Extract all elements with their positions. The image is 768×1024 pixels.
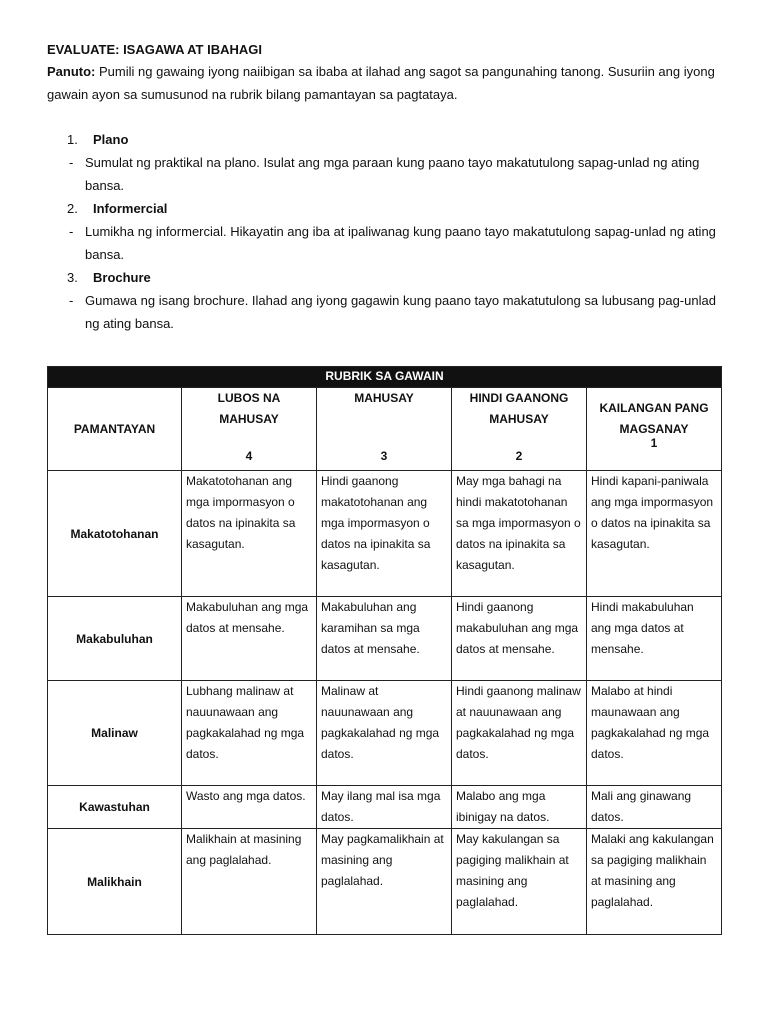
- rubric-cell: Malaki ang kakulangan sa pagiging malikhain at masining ang paglalahad.: [587, 829, 722, 935]
- instructions: [47, 60, 719, 106]
- rubric-cell: May mga bahagi na hindi makatotohanan sa mga impormasyon o datos na ipinakita sa kasagutan.: [452, 471, 587, 597]
- page-heading: EVALUATE: ISAGAWA AT IBAHAGI: [47, 42, 262, 57]
- task-number: 3.: [67, 270, 78, 285]
- task-item: [47, 197, 719, 266]
- level-label: LUBOS NA MAHUSAY: [217, 391, 281, 426]
- rubric-cell: Malabo ang mga ibinigay na datos.: [452, 786, 587, 829]
- rubric-cell: Hindi makabuluhan ang mga datos at mensahe.: [587, 597, 722, 681]
- rubric-cell: May pagkamalikhain at masining ang paglalahad.: [317, 829, 452, 935]
- rubric-cell: Hindi gaanong makabuluhan ang mga datos at mensahe.: [452, 597, 587, 681]
- rubric-cell: May ilang mal isa mga datos.: [317, 786, 452, 829]
- rubric-cell: Wasto ang mga datos.: [182, 786, 317, 829]
- level-label: MAHUSAY: [354, 391, 414, 405]
- task-description: Sumulat ng praktikal na plano. Isulat ang mga paraan kung paano tayo makatutulong sapag-unlad ng ating bansa.: [85, 155, 700, 193]
- task-list: [47, 128, 719, 335]
- rubric-cell: Lubhang malinaw at nauunawaan ang pagkakalahad ng mga datos.: [182, 681, 317, 786]
- criterion-name: Malinaw: [48, 681, 182, 786]
- rubric-cell: Makabuluhan ang karamihan sa mga datos at mensahe.: [317, 597, 452, 681]
- criterion-name: Malikhain: [48, 829, 182, 935]
- criterion-name: Makabuluhan: [48, 597, 182, 681]
- task-title: Brochure: [93, 270, 151, 285]
- task-description: Lumikha ng informercial. Hikayatin ang iba at ipaliwanag kung paano tayo makatutulong sapag-unlad ng ating bansa.: [85, 224, 716, 262]
- rubric-cell: Hindi kapani-paniwala ang mga impormasyon o datos na ipinakita sa kasagutan.: [587, 471, 722, 597]
- level-label: KAILANGAN PANG MAGSANAY: [599, 401, 709, 436]
- rubric-row: [48, 786, 722, 829]
- level-header: [182, 388, 317, 471]
- task-title: Informercial: [93, 201, 168, 216]
- task-number: 1.: [67, 132, 78, 147]
- task-dash: -: [69, 155, 74, 170]
- rubric-cell: Hindi gaanong malinaw at nauunawaan ang pagkakalahad ng mga datos.: [452, 681, 587, 786]
- level-header: [452, 388, 587, 471]
- rubric-cell: Malikhain at masining ang paglalahad.: [182, 829, 317, 935]
- rubric-cell: Hindi gaanong makatotohanan ang mga impormasyon o datos na ipinakita sa kasagutan.: [317, 471, 452, 597]
- criteria-header: PAMANTAYAN: [48, 388, 182, 471]
- task-item: [47, 266, 719, 335]
- level-score: 3: [380, 449, 388, 463]
- rubric-cell: Mali ang ginawang datos.: [587, 786, 722, 829]
- level-score: 4: [245, 449, 253, 463]
- rubric-cell: Malinaw at nauunawaan ang pagkakalahad ng mga datos.: [317, 681, 452, 786]
- instructions-text: Pumili ng gawaing iyong naiibigan sa ibaba at ilahad ang sagot sa pangunahing tanong. Susuriin ang iyong gawain ayon sa sumusunod na rubrik bilang pamantayan sa pagtataya.: [47, 64, 715, 102]
- criterion-name: Makatotohanan: [48, 471, 182, 597]
- level-header: [587, 388, 722, 471]
- task-dash: -: [69, 224, 74, 239]
- rubric-row: [48, 681, 722, 786]
- task-dash: -: [69, 293, 74, 308]
- criterion-name: Kawastuhan: [48, 786, 182, 829]
- instructions-label: Panuto:: [47, 64, 96, 79]
- level-score: 1: [650, 436, 658, 450]
- rubric-cell: Makabuluhan ang mga datos at mensahe.: [182, 597, 317, 681]
- task-title: Plano: [93, 132, 129, 147]
- level-header: [317, 388, 452, 471]
- rubric-cell: May kakulangan sa pagiging malikhain at masining ang paglalahad.: [452, 829, 587, 935]
- task-item: [47, 128, 719, 197]
- rubric-row: [48, 597, 722, 681]
- level-label: HINDI GAANONG MAHUSAY: [469, 391, 569, 426]
- rubric-title: RUBRIK SA GAWAIN: [48, 367, 722, 388]
- task-description: Gumawa ng isang brochure. Ilahad ang iyong gagawin kung paano tayo makatutulong sa lubusang pag-unlad ng ating bansa.: [85, 293, 716, 331]
- rubric-cell: Makatotohanan ang mga impormasyon o datos na ipinakita sa kasagutan.: [182, 471, 317, 597]
- rubric-cell: Malabo at hindi maunawaan ang pagkakalahad ng mga datos.: [587, 681, 722, 786]
- document-body: [47, 40, 719, 335]
- rubric-row: [48, 471, 722, 597]
- rubric-row: [48, 829, 722, 935]
- level-score: 2: [515, 449, 523, 463]
- task-number: 2.: [67, 201, 78, 216]
- rubric-table: [47, 366, 722, 935]
